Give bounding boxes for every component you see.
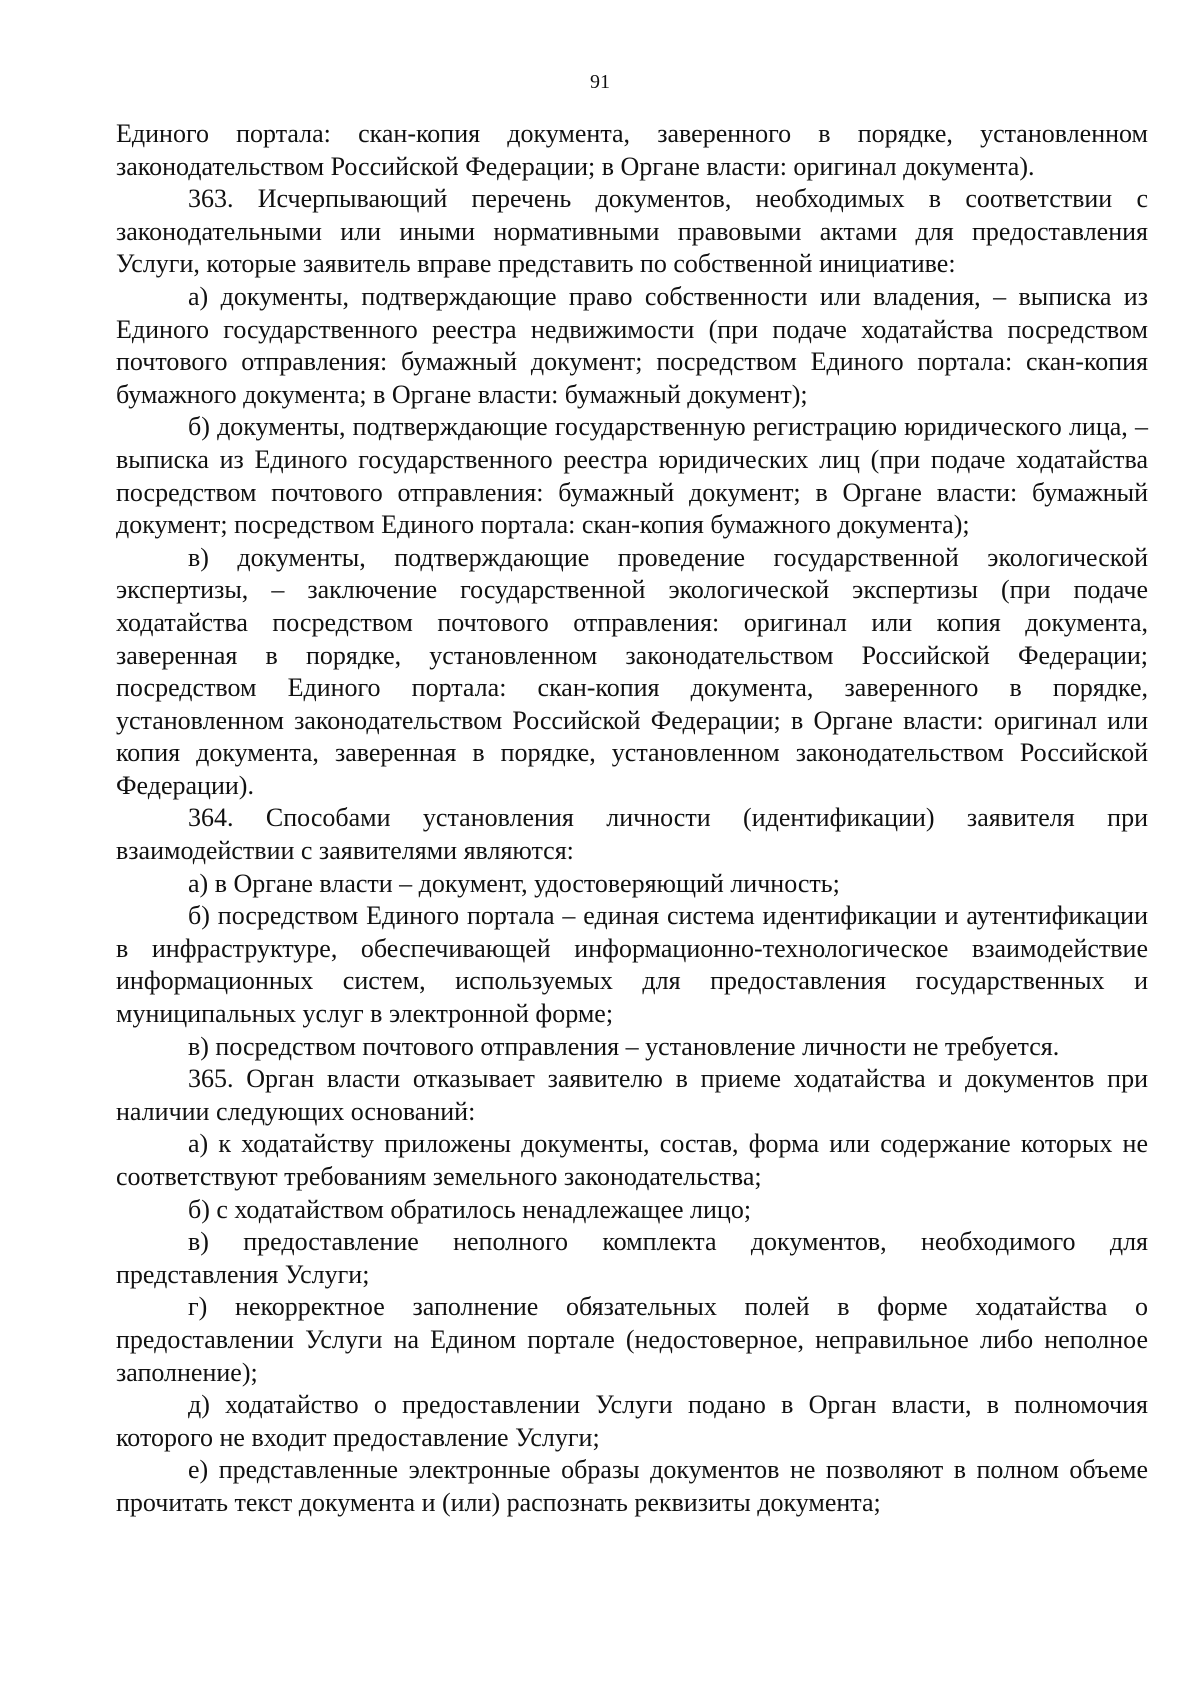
paragraph-364-v: в) посредством почтового отправления – установление личности не требуется. [188, 1031, 1060, 1061]
paragraph-363: 363. Исчерпывающий перечень документов, необходимых в соответствии с законодательными или иными нормативными правовыми актами для предоставления Услуги, которые заявитель вправе представить по собственной инициативе: [116, 184, 1148, 279]
paragraph-363-a: а) документы, подтверждающие право собственности или владения, – выписка из Единого государственного реестра недвижимости (при подаче ходатайства посредством почтового отправления: бумажный документ; посредством Единого портала: скан-копия бумажного документа; в Органе власти: бумажный документ); [116, 281, 1148, 409]
paragraph-365-v: в) предоставление неполного комплекта документов, необходимого для представления Услуги; [116, 1227, 1148, 1289]
paragraph-365-e: е) представленные электронные образы документов не позволяют в полном объеме прочитать текст документа и (или) распознать реквизиты документа; [116, 1455, 1148, 1517]
paragraph-continuation: Единого портала: скан-копия документа, заверенного в порядке, установленном законодательством Российской Федерации; в Органе власти: оригинал документа). [116, 119, 1148, 181]
paragraph-365-g: г) некорректное заполнение обязательных полей в форме ходатайства о предоставлении Услуги на Едином портале (недостоверное, неправильное либо неполное заполнение); [116, 1292, 1148, 1387]
paragraph-364-a: а) в Органе власти – документ, удостоверяющий личность; [188, 868, 840, 898]
paragraph-365: 365. Орган власти отказывает заявителю в приеме ходатайства и документов при наличии следующих оснований: [116, 1064, 1148, 1126]
paragraph-364: 364. Способами установления личности (идентификации) заявителя при взаимодействии с заявителями являются: [116, 803, 1148, 866]
paragraph-365-d: д) ходатайство о предоставлении Услуги подано в Орган власти, в полномочия которого не входит предоставление Услуги; [116, 1390, 1148, 1452]
paragraph-365-a: а) к ходатайству приложены документы, состав, форма или содержание которых не соответствуют требованиям земельного законодательства; [116, 1129, 1148, 1191]
paragraph-363-b: б) документы, подтверждающие государственную регистрацию юридического лица, – выписка из Единого государственного реестра юридических лиц (при подаче ходатайства посредством почтового отправления: бумажный документ; в Органе власти: бумажный документ; посредством Единого портала: скан-копия бумажного документа); [116, 412, 1148, 540]
paragraph-365-b: б) с ходатайством обратилось ненадлежащее лицо; [188, 1194, 752, 1224]
page-number: 91 [590, 71, 610, 93]
document-body [116, 118, 1148, 1520]
paragraph-364-b: б) посредством Единого портала – единая система идентификации и аутентификации в инфраструктуре, обеспечивающей информационно-технологическое взаимодействие информационных систем, используемых для предоставления государственных и муниципальных услуг в электронной форме; [116, 901, 1148, 1029]
paragraph-363-v: в) документы, подтверждающие проведение государственной экологической экспертизы, – заключение государственной экологической экспертизы (при подаче ходатайства посредством почтового отправления: оригинал или копия документа, заверенная в порядке, установленном законодательством Российской Федерации; посредством Единого портала: скан-копия документа, заверенного в порядке, установленном законодательством Российской Федерации; в Органе власти: оригинал или копия документа, заверенная в порядке, установленном законодательством Российской Федерации). [116, 542, 1148, 800]
